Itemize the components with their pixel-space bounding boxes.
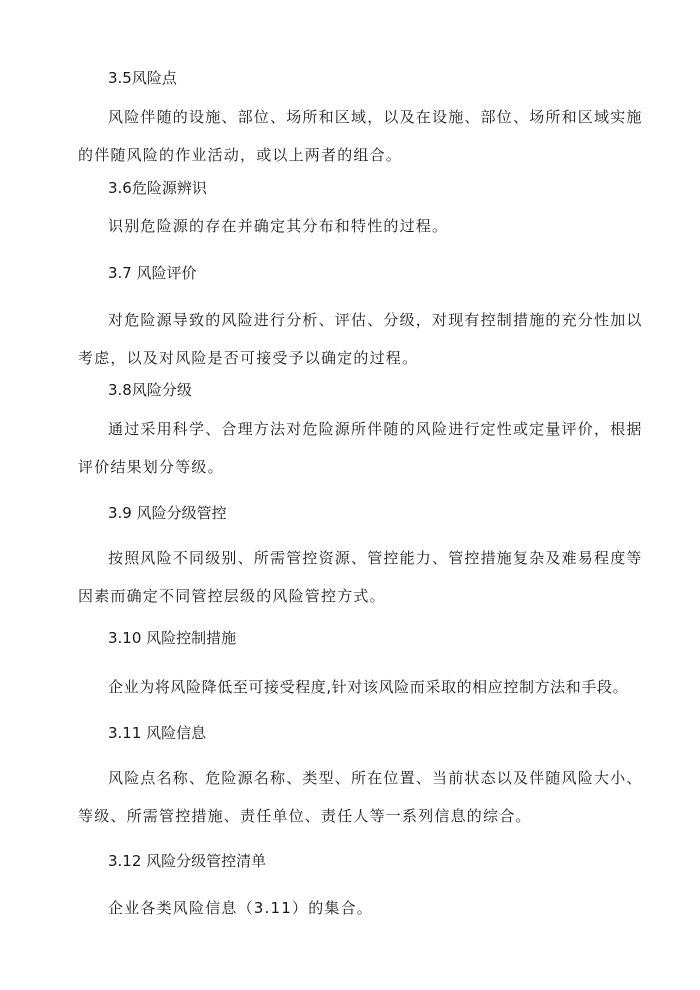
section-heading-3-7: 3.7 风险评价	[108, 264, 197, 282]
section-heading-3-10: 3.10 风险控制措施	[108, 629, 237, 647]
paragraph-line: 按照风险不同级别、所需管控资源、管控能力、管控措施复杂及难易程度等	[108, 549, 643, 567]
section-paragraph-3-12	[108, 898, 678, 918]
section-paragraph-3-5	[78, 107, 678, 165]
section-heading-3-5: 3.5风险点	[108, 69, 177, 87]
section-paragraph-3-9	[78, 548, 678, 606]
section-heading-3-11: 3.11 风险信息	[108, 724, 207, 742]
section-paragraph-3-10	[108, 677, 678, 697]
section-heading-3-6: 3.6危险源辨识	[108, 179, 207, 197]
paragraph-line: 因素而确定不同管控层级的风险管控方式。	[78, 587, 386, 605]
section-heading-3-12: 3.12 风险分级管控清单	[108, 852, 267, 870]
section-paragraph-3-6	[108, 216, 678, 236]
paragraph-line: 风险伴随的设施、部位、场所和区域，以及在设施、部位、场所和区域实施	[108, 108, 643, 126]
paragraph-line: 考虑，以及对风险是否可接受予以确定的过程。	[78, 349, 419, 367]
paragraph-line: 通过采用科学、合理方法对危险源所伴随的风险进行定性或定量评价，根据	[108, 420, 643, 438]
paragraph-line: 的伴随风险的作业活动，或以上两者的组合。	[78, 146, 403, 164]
section-heading-3-9: 3.9 风险分级管控	[108, 504, 227, 522]
section-paragraph-3-8	[78, 419, 678, 477]
paragraph-line: 企业为将风险降低至可接受程度,针对该风险而采取的相应控制方法和手段。	[108, 678, 629, 696]
paragraph-line: 评价结果划分等级。	[78, 458, 224, 476]
paragraph-line: 等级、所需管控措施、责任单位、责任人等一系列信息的综合。	[78, 807, 532, 825]
paragraph-line: 对危险源导致的风险进行分析、评估、分级，对现有控制措施的充分性加以	[108, 311, 643, 329]
paragraph-line: 识别危险源的存在并确定其分布和特性的过程。	[108, 217, 449, 235]
paragraph-line: 风险点名称、危险源名称、类型、所在位置、当前状态以及伴随风险大小、	[108, 769, 643, 787]
section-paragraph-3-11	[78, 768, 678, 826]
paragraph-line: 企业各类风险信息（3.11）的集合。	[108, 899, 373, 917]
section-heading-3-8: 3.8风险分级	[108, 381, 192, 399]
section-paragraph-3-7	[78, 310, 678, 368]
